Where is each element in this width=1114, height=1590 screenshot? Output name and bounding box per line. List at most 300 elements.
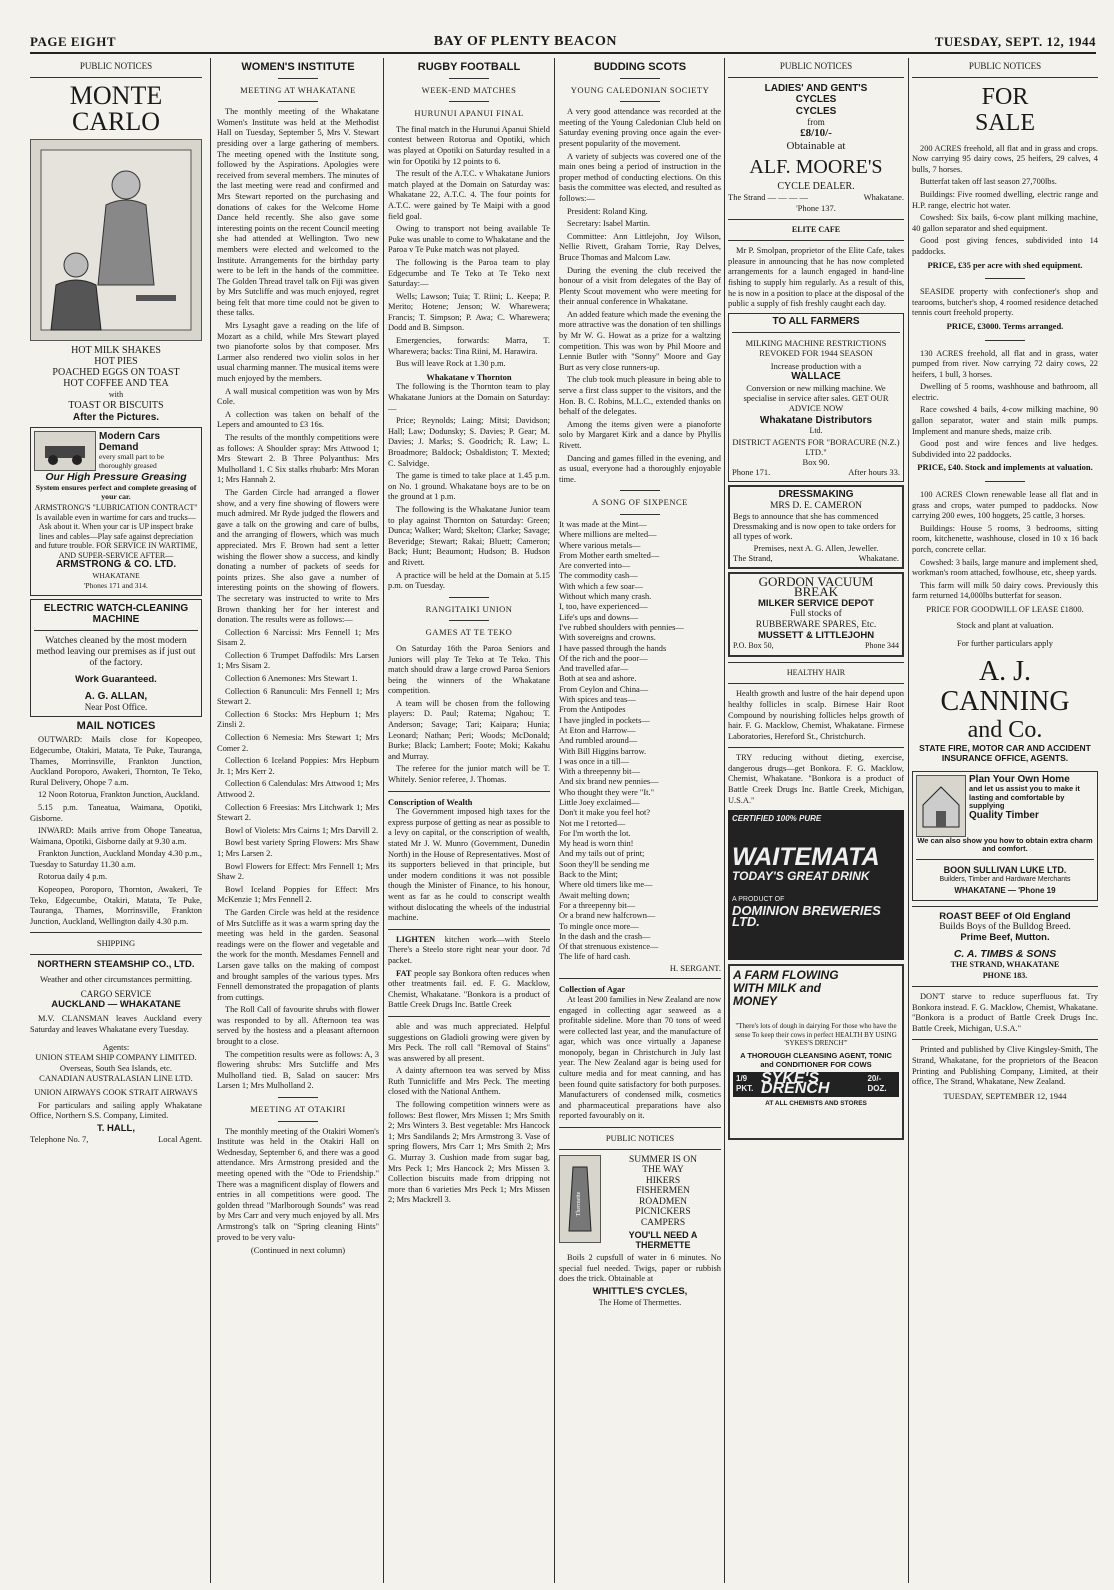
divider (30, 954, 202, 955)
po-phone: Phone 344 (865, 641, 899, 651)
weekend-subheading: WEEK-END MATCHES (421, 84, 517, 95)
meeting-subheading: MEETING AT WHAKATANE (240, 84, 356, 95)
divider (916, 859, 1094, 860)
column-5 (728, 58, 904, 1583)
listing-paragraph: 130 ACRES freehold, all flat and in grass, water pumped from river. Now carrying 72 dairy cows, 22 heifers, 1 bull, 3 horses. (912, 348, 1098, 379)
divider (728, 219, 904, 220)
timbs-name: C. A. TIMBS & SONS (953, 948, 1057, 961)
divider (728, 747, 904, 748)
divider (912, 77, 1098, 78)
divider (30, 932, 202, 933)
poem-line: Where various metals— (559, 540, 641, 550)
price-packet: 1/9 PKT. (736, 1073, 754, 1094)
gordon-vacuum-ad (728, 572, 904, 657)
article-paragraph: A collection was taken on behalf of the Lepers and amounted to £3 16s. (217, 409, 379, 430)
divider (388, 791, 550, 792)
section-heading: PUBLIC NOTICES (968, 61, 1042, 71)
summer-line: PICNICKERS (635, 1207, 691, 1218)
quality-timber: Quality Timber (969, 809, 1039, 821)
listing-paragraph: Good post and wire fences and live hedges. Subdivided into 22 paddocks. (912, 439, 1098, 459)
after-hours: After hours 33. (848, 467, 900, 478)
milker-depot: MILKER SERVICE DEPOT (758, 597, 874, 609)
article-paragraph: Committee: Ann Littlejohn, Joy Wilson, Nellie Rivett, Graham Torrie, Ray Delves, Bruce Thomas and Malcom Law. (559, 231, 721, 262)
boon-phone: WHAKATANE — 'Phone 19 (954, 885, 1056, 895)
article-paragraph: Collection 6 Nemesia: Mrs Stewart 1; Mrs Comer 2. (217, 733, 379, 753)
fat-ad (388, 969, 550, 1011)
telephone-line (30, 1134, 202, 1145)
electric-title: ELECTRIC WATCH-CLEANING MACHINE (43, 602, 189, 625)
cleansing-text: A THOROUGH CLEANSING AGENT, TONIC and CONDITIONER FOR COWS (740, 1050, 892, 1069)
article-paragraph: The results of the monthly competitions were as follows: A Shoulder spray: Mrs Attwood 1; Mrs Stewart 2. B Three Polyanthus: Mrs Mulholland 1. C Six stalks rhubarb: Mrs Moran 1; Mrs Hannah 2. (217, 433, 379, 485)
po-box: P.O. Box 50, (733, 641, 774, 651)
article-paragraph: Mrs Lysaght gave a reading on the life of Mozart as a child, while Mrs Stewart played two pianoforte solos by that composer. Mrs Larmer also rendered two violin solos in her usual charming manner. The musical items were much enjoyed by the members. (217, 321, 379, 384)
thornton-subheading: Whakatane v Thornton (426, 371, 512, 382)
column-3 (388, 58, 550, 1583)
distributors-name: Whakatane Distributors (759, 414, 873, 426)
footer-date: TUESDAY, SEPTEMBER 12, 1944 (943, 1090, 1067, 1101)
divider (732, 332, 900, 333)
agents-label: Agents: (102, 1041, 130, 1052)
article-paragraph: Bus will leave Rock at 1.30 p.m. (396, 359, 506, 369)
divider (728, 240, 904, 241)
poem-line: Of the rich and the poor— (559, 653, 648, 663)
menu-item: HOT COFFEE AND TEA (63, 377, 169, 389)
cameron-name: MRS D. E. CAMERON (769, 500, 863, 511)
article-paragraph: The following is the Whakatane Junior team to play against Thornton on Saturday: Green; Dunca; Walker; Ward; Skelton; Clarke; Savage; Beveridge; Stewart; Rakai; Bluett; Cameron; Back; Hunt; Beaumont; Hudson; B. Hudson and Rivett. (388, 504, 550, 567)
todays-drink: TODAY'S GREAT DRINK (732, 868, 870, 883)
poem-line: And my tails out of print; (559, 849, 645, 859)
cargo-service: CARGO SERVICE (80, 989, 152, 1000)
after-pictures: After the Pictures. (72, 411, 160, 423)
article-paragraph: A dainty afternoon tea was served by Miss Ruth Tunnicliffe and Mrs Peck. The meeting closed with the National Anthem. (388, 1066, 550, 1097)
moore-name: ALF. MOORE'S (749, 155, 883, 178)
column-4 (559, 58, 721, 1583)
article-paragraph: The Government imposed high taxes for the express purpose of getting as near as possible to a levy on capital, or the conscription of wealth, stated Mr J. W. Munro (Government, Dunedin North) in the House of Representatives. Most of its supporters believed in that principle, but under modern conditions it was not possible though the Minister of Finance, to his honour, went as far as he could to conscript wealth without dislocating the wheels of the industrial machine. (388, 807, 550, 923)
divider (30, 77, 202, 78)
poem-line: From Ceylon and China— (559, 684, 649, 694)
poem-line: Back to the Mint; (559, 870, 618, 880)
poem-line: At Eton and Harrow— (559, 725, 636, 735)
menu-item: HOT PIES (94, 355, 138, 367)
gordon-title: GORDON VACUUM (758, 573, 874, 589)
column-divider (724, 58, 725, 1583)
article-paragraph: On Saturday 16th the Paroa Seniors and Juniors will play Te Teko at Te Teko. This match should draw a large crowd Paroa Seniors being the winners of the Whakatane competition. (388, 643, 550, 696)
price-line: PRICE, £35 per acre with shed equipment. (927, 259, 1083, 270)
elite-heading: ELITE CAFE (791, 224, 841, 234)
article-paragraph: The result of the A.T.C. v Whakatane Juniors match played at the Domain on Saturday was: Whakatane 22, A.T.C. 4. The four points for A.T.C. were gained by Te Maipi with a good field goal. (388, 169, 550, 221)
column-divider (554, 58, 555, 1583)
article-paragraph: The final match in the Hurunui Apanui Shield contest between Rotorua and Opotiki, which was played at Opotiki on Saturday resulted in a win for Opotiki by 12 points to 6. (388, 124, 550, 166)
article-paragraph: Emergencies, forwards: Marra, T. Wharewera; backs: Tina Riini, M. Harawira. (388, 336, 550, 356)
armstrong-phone: 'Phones 171 and 314. (84, 581, 148, 591)
listing-paragraph: Cowshed: 3 bails, large manure and implement shed, workman's room attached, fowlhouse, etc, sheep yards. (912, 557, 1098, 578)
poem-line: With Bill Higgins barrow. (559, 746, 647, 756)
summer-line: HIKERS (645, 1175, 681, 1186)
divider (449, 597, 489, 598)
armstrong-name: ARMSTRONG & CO. LTD. (55, 559, 177, 571)
article-paragraph: During the evening the club received the honour of a visit from delegates of the Bay of Plenty Scout movement who were meeting for their annual conference in Whakatane. (559, 265, 721, 307)
listing-paragraph: Cowshed: Six bails, 6-cow plant milking machine, 40 gallon separator and shed equipment. (912, 213, 1098, 233)
canadian-line: CANADIAN AUSTRALASIAN LINE LTD. (39, 1073, 193, 1084)
dress-strand-line (733, 553, 899, 564)
masthead-rule (30, 52, 1096, 54)
weather-note: Weather and other circumstances permitting. (39, 973, 193, 984)
house-icon (916, 775, 966, 837)
article-paragraph: The referee for the junior match will be T. Whitely. Senior referee, J. Thomas. (388, 764, 550, 785)
listing-paragraph: Good post giving fences, subdivided into 14 paddocks. (912, 236, 1098, 256)
sykes-banner (733, 1069, 899, 1098)
fat-title: FAT (396, 968, 412, 978)
article-paragraph: A practice will be held at the Domain at 5.15 p.m. on Tuesday. (388, 570, 550, 591)
poem-line: I have jingled in pockets— (559, 715, 650, 725)
article-paragraph: The monthly meeting of the Otakiri Women's Institute was held in the Otakiri Hall on Wednesday, September 6, and there was a good attendance. Mrs Armstrong presided and the meeting opened with the "Ode to Friendship." There was a magnificent display of flowers and entries in all competitions were good. The golden thread "Marlborough Sounds" was read by Mrs Carr and very much enjoyed by all. Mrs Armstrong's talk on "Spring cleaning Hints" proved to be very valu- (217, 1126, 379, 1242)
phone-number: Phone 171. (732, 467, 771, 478)
moore-phone: 'Phone 137. (796, 203, 836, 214)
union-company: UNION STEAM SHIP COMPANY LIMITED. (35, 1052, 197, 1063)
divider (449, 78, 489, 79)
poem-line: From the Antipodes (559, 705, 626, 715)
caledonian-subheading: YOUNG CALEDONIAN SOCIETY (570, 84, 710, 95)
divider (728, 662, 904, 663)
divider (278, 78, 318, 79)
article-paragraph: Price; Reynolds; Laing; Mitsi; Davidson; Hall; Law; Dodunsky; S. Davies; P. Gear; M. Davies; J. Marks; S. Goodrich; R. Law; L. Broadmore; Baldock; Osbaldiston; T. Mexted; C. Salvidge. (388, 416, 550, 468)
hall-name: T. HALL, (97, 1122, 135, 1134)
poem-line: And rumbled around— (559, 736, 638, 746)
dressmaking-text: Begs to announce that she has commenced Dressmaking and is now open to take orders for all types of work. (733, 511, 896, 542)
rubberware: RUBBERWARE SPARES, Etc. (755, 619, 877, 630)
te-teko-subheading: GAMES AT TE TEKO (425, 627, 513, 638)
conscription-title: Conscription of Wealth (388, 796, 473, 807)
song-title: A SONG OF SIXPENCE (592, 497, 688, 508)
price-line: PRICE, £3000. Terms arranged. (946, 320, 1064, 331)
article-paragraph: President: Roland King. (567, 206, 648, 216)
article-paragraph: The following is the Thornton team to play Whakatane Juniors at the Domain on Saturday:— (388, 382, 550, 413)
article-paragraph: Collection 6 Ranunculi: Mrs Fennell 1; Mrs Stewart 2. (217, 686, 379, 707)
armstrong-text: ARMSTRONG'S "LUBRICATION CONTRACT" Is available even in wartime for cars and trucks—Ask about it. When your car is UP inspect brake lines and cables—Play safe against depreciation and future trouble. FOR SERVICE IN WARTIME, AND SUPER-SERVICE AFTER— (34, 503, 198, 560)
healthy-hair-heading: HEALTHY HAIR (786, 667, 846, 677)
issue-date: TUESDAY, SEPT. 12, 1944 (934, 34, 1096, 49)
final-subheading: HURUNUI APANUI FINAL (414, 108, 524, 119)
mail-paragraph: Frankton Junction, Auckland Monday 4.30 p.m., Tuesday to Saturday 11.30 a.m. (30, 849, 202, 869)
for-title: FOR (981, 83, 1029, 110)
summer-line: THE WAY (642, 1165, 684, 1176)
airways: UNION AIRWAYS COOK STRAIT AIRWAYS (34, 1086, 198, 1097)
watches-text: Watches cleaned by the most modern method leaving our premises as if just out of the factory. (36, 635, 196, 668)
divider (728, 683, 904, 684)
lighten-ad (388, 935, 550, 967)
overseas-note: Overseas, South Sea Islands, etc. (59, 1062, 173, 1073)
farm-slogan: A FARM FLOWING WITH MILK and MONEY (733, 968, 839, 1009)
dont-text: DON'T starve to reduce superfluous fat. Try Bonkora instead. F. G. Macklow, Chemist, Whakatane. "Bonkora is a product of Battle Creek Drugs Inc. Battle Creek, Michigan, U.S.A." (912, 992, 1098, 1033)
pressure-title: Our High Pressure Greasing (45, 471, 187, 484)
poem-line: Where millions are melted— (559, 530, 657, 540)
article-paragraph: The club took much pleasure in being able to serve a first class supper to the visitors, and the Hon. B. C. Robins, M.L.C., extended thanks on behalf of the delegates. (559, 375, 721, 417)
milking-restrictions: MILKING MACHINE RESTRICTIONS REVOKED FOR 1944 SEASON (745, 338, 887, 359)
poem-line: Both at sea and ashore. (559, 674, 637, 684)
column-divider (908, 58, 909, 1583)
hair-text: Health growth and lustre of the hair depend upon healthy follicles in scalp. Birnese Hair Root Compound by nourishing follicles helps growth of hair. F. G. Macklow, Chemist, Whakatane. Firmese Laboratories, Hereford St., Christchurch. (728, 689, 904, 741)
strand-line (728, 192, 904, 203)
divider (559, 978, 721, 979)
article-paragraph: The Roll Call of favourite shrubs with flower was responded to by all. Afternoon tea was served by the hostess and a pleasant afternoon brought to a close. (217, 1005, 379, 1047)
work-guaranteed: Work Guaranteed. (75, 673, 157, 685)
menu-item: with (108, 389, 124, 399)
article-paragraph: The Garden Circle was held at the residence of Mrs Sutcliffe as it was a warm spring day the meeting was held in the garden. Seasonal readings were on the flower and vegetable and the work for the month. Mesdames Fennell and Larsen gave talks on the making of compost and brought samples of the various types. Mrs Fennell demonstrated the propagation of plants from cuttings. (217, 907, 379, 1002)
whittle-sub: The Home of Thermettes. (598, 1297, 682, 1307)
insurance-agents: STATE FIRE, MOTOR CAR AND ACCIDENT INSURANCE OFFICE, AGENTS. (919, 742, 1091, 763)
womens-institute-heading: WOMEN'S INSTITUTE (241, 61, 355, 73)
from-label: from (807, 117, 825, 128)
article-paragraph: Collection 6 Trumpet Daffodils: Mrs Larsen 1; Mrs Sisam 2. (217, 650, 379, 671)
cycles-line: LADIES' AND GENT'S (764, 82, 868, 94)
sykes-brand: SYKE'S DRENCH (760, 1069, 830, 1098)
divider (559, 1149, 721, 1150)
column-divider (210, 58, 211, 1583)
local-agent: Local Agent. (158, 1134, 202, 1145)
article-paragraph: A very good attendance was recorded at the meeting of the Young Caledonian Club held on Saturday evening proving once again the ever-present popularity of the movement. (559, 107, 721, 148)
poem-line: Soon they'll be sending me (559, 859, 650, 869)
poem-line: The commodity cash— (559, 571, 638, 581)
article-paragraph: Bowl of Violets: Mrs Cairns 1; Mrs Darvill 2. (225, 825, 379, 835)
poem-line: Don't it make you feel hot? (559, 808, 651, 818)
and-co: and Co. (967, 716, 1043, 743)
poem-line: Are converted into— (559, 561, 631, 571)
mail-heading: MAIL NOTICES (76, 719, 156, 732)
poem-line: In the dash and the crash— (559, 931, 651, 941)
mail-paragraph: 5.15 p.m. Taneatua, Waimana, Opotiki, Gisborne. (30, 802, 202, 823)
menu-item: POACHED EGGS ON TOAST (52, 366, 180, 378)
column-6 (912, 58, 1098, 1583)
article-paragraph: Bowl best variety Spring Flowers: Mrs Shaw 1; Mrs Larsen 2. (217, 838, 379, 858)
menu-list (30, 345, 202, 411)
divider (620, 490, 660, 491)
poem-line: I have passed through the hands (559, 643, 667, 653)
full-stocks: Full stocks of (790, 608, 842, 619)
listing-paragraph: Race cowshed 4 bails, 4-cow milking machine, 90 gallon separator, water and stain milk pumps. Implement and manure sheds, maize crib. (912, 405, 1098, 436)
column-divider (383, 58, 384, 1583)
premises: Premises, next A. G. Allen, Jeweller. (753, 543, 879, 554)
cycle-price: £8/10/- (800, 126, 832, 139)
lighten-title: LIGHTEN (396, 934, 436, 944)
timbs-address: THE STRAND, WHAKATANE (950, 959, 1060, 969)
stock-note: Stock and plant at valuation. (956, 619, 1054, 630)
northern-steamship: NORTHERN STEAMSHIP CO., LTD. (37, 959, 195, 971)
builders-text: Builders, Timber and Hardware Merchants (939, 876, 1071, 884)
dress-town: Whakatane. (858, 553, 899, 564)
shipping-heading: SHIPPING (96, 938, 136, 949)
poem-line: Little Joey exclaimed— (559, 797, 640, 807)
phone-line (732, 467, 900, 478)
cycles-line: CYCLES (795, 94, 837, 106)
price-dozen: 20/- DOZ. (867, 1073, 887, 1094)
listing-paragraph: Buildings: House 5 rooms, 3 bedrooms, sitting room, kitchenette, washhouse, closed in 10 x 16 back porch, concrete cellar. (912, 523, 1098, 554)
cargo-route: AUCKLAND — WHAKATANE (51, 998, 181, 1010)
article-paragraph: Owing to transport not being available Te Puke was unable to come to Whakatane and the Paroa v Te Puke match was not played. (388, 224, 550, 255)
column-1 (30, 58, 202, 1583)
waitemata-ad (728, 810, 904, 960)
otakiri-subheading: MEETING AT OTAKIRI (250, 1104, 346, 1115)
divider (985, 278, 1025, 279)
article-paragraph: Collection 6 Calendulas: Mrs Attwood 1; Mrs Attwood 2. (217, 779, 379, 799)
cycle-dealer: CYCLE DEALER. (777, 180, 855, 192)
divider (278, 1121, 318, 1122)
poem-line: Await melting down; (559, 890, 630, 900)
dough-text: "There's lots of dough in dairying For those who have the sense To keep their cows in perfect HEALTH BY USING 'SYKES'S DRENCH'" (735, 1022, 897, 1048)
cars-title: Modern Cars Demand (99, 431, 161, 454)
poem-line: From Mother earth smelted— (559, 550, 660, 560)
section-heading: PUBLIC NOTICES (779, 61, 853, 71)
monte-carlo-title: MONTE CARLO (69, 80, 163, 136)
article-paragraph: At least 200 families in New Zealand are now engaged in collecting agar seaweed as a profitable sideline. More than 70 tons of weed were collected last year, and the manufacture of agar, which was once virtually a Japanese monopoly, began in Christchurch in July last year. The New Zealand agar is being used for culture media and for meat canning, and has been found quite satisfactory for both purposes. Manufacturers of condensed milk, cosmetics and pharmaceutical preparations have also reported favourably on it. (559, 994, 721, 1121)
try-text: TRY reducing without dieting, exercise, dangerous drugs—get Bonkora. F. G. Macklow, Chemist, Whakatane. "Bonkora is a product of Battle Creek Drugs Inc. Battle Creek, Michigan, U.S.A." (728, 753, 904, 805)
divider (912, 986, 1098, 987)
divider (985, 481, 1025, 482)
article-paragraph: The monthly meeting of the Whakatane Women's Institute was held at the Methodist Hall on Tuesday, September 5, Mrs V. Stewart presiding over a large gathering of members. The meeting opened with the Institute song, followed by the Aspirations. Apologies were received from several members. The minutes of the last meeting were read and confirmed and Mrs Stewart reported on the purchasing and donations of cakes for the Welcome Home Dance held recently. She also gave some interesting points on the recent Council meeting she had attended at Wellington. Two new members were elected and welcomed to the Institute. Arrangements for the birthday party were to be left in the hands of the committee. The Golden Thread travel talk on Fiji was given by Mrs Sutcliffe and was much enjoyed, regret being felt that more time could not be given to these talks. (217, 107, 379, 318)
divider (912, 1039, 1098, 1040)
article-paragraph: Secretary: Isabel Martin. (567, 219, 651, 229)
elite-text: Mr P. Smolpan, proprietor of the Elite Cafe, takes pleasure in announcing that he has now completed arrangements for a launch engaged in hand-line fishing to supply him regularly. As a result of this, he is now in a position to place at the disposal of the public a supply of fish freshly caught each day. (728, 246, 904, 309)
plan-sub: and let us assist you to make it lasting and comfortable by supplying (969, 784, 1080, 811)
increase-text: Increase production with a (770, 361, 862, 372)
sale-title: SALE (975, 109, 1035, 136)
whittle-name: WHITTLE'S CYCLES, (592, 1285, 688, 1297)
poem-line: I, too, have experienced— (559, 602, 648, 612)
armstrong-place: WHAKATANE (92, 570, 140, 580)
cars-sub: every small part to be thoroughly greased (99, 452, 164, 470)
poem-line: With sovereigns and crowns. (559, 633, 656, 643)
divider (620, 101, 660, 102)
article-paragraph: Bowl Flowers for Effect: Mrs Fennell 1; Mrs Shaw 2. (217, 861, 379, 882)
car-icon (34, 431, 96, 471)
watch-cleaning-ad (30, 599, 202, 717)
article-paragraph: A variety of subjects was covered one of the main ones being a period of instruction in the proper method of conducting elections. On this basis the committee was elected, and resulted as follows:— (559, 151, 721, 203)
poem-line: And travelled afar— (559, 664, 629, 674)
budding-scots-heading: BUDDING SCOTS (593, 61, 687, 73)
article-paragraph: Collection 6 Freesias: Mrs Litchwark 1; Mrs Stewart 2. (217, 802, 379, 823)
mail-paragraph: Rotorua daily 4 p.m. (38, 872, 108, 882)
further-particulars: For further particulars apply (956, 638, 1054, 649)
summer-line: ROADMEN (638, 1196, 688, 1207)
summer-line: CAMPERS (640, 1217, 686, 1228)
poem-line: Of that strenuous existence— (559, 942, 659, 952)
mail-paragraph: OUTWARD: Mails close for Kopeopeo, Edgecumbe, Otakiri, Matata, Te Puke, Tauranga, Thames, Morrinsville, Frankton Junction, Auckland Poroporo, Awakeri, Thornton, Te Teko, Rural Delivery, Ohope 7 a.m. (30, 735, 202, 787)
dress-strand: The Strand, (733, 553, 773, 564)
chemists-note: AT ALL CHEMISTS AND STORES (765, 1099, 867, 1107)
distributors-ltd: Ltd. (809, 426, 823, 436)
mail-paragraph: Kopeopeo, Poroporo, Thornton, Awakeri, Te Teko, Edgecumbe, Otakiri, Matata, Te Puke, Tauranga, Thames, Morrinsville, Frankton Junction, Auckland, Wellington daily 4.30 p.m. (30, 885, 202, 926)
public-notices-heading: PUBLIC NOTICES (605, 1133, 675, 1144)
cycles-line: CYCLES (795, 105, 837, 117)
article-paragraph: The game is timed to take place at 1.45 p.m. on No. 1 ground. Whakatane boys are to be on the ground at 1 p.m. (388, 471, 550, 502)
telephone: Telephone No. 7, (30, 1134, 89, 1145)
article-paragraph: An added feature which made the evening the more attractive was the donation of ten shillings by Mr W. G. Howat as a prize for a waltzing competition. This was won by Phil Moore and Lennie Butler with "Sonny" Moore and Gay Burt as very close runners-up. (559, 309, 721, 372)
poem-line: Who thought they were "It." (559, 787, 654, 797)
dressmaking-title: DRESSMAKING (778, 488, 854, 500)
summer-line: FISHERMEN (636, 1186, 690, 1197)
need-thermette: YOU'LL NEED A THERMETTE (628, 1230, 698, 1251)
listing-paragraph: 100 ACRES Clown renewable lease all flat and in grass and crops, water pumped to paddocks. Now carrying 200 ewes, 100 hoggets, 25 cattle, 3 horses. (912, 490, 1098, 521)
divider (278, 101, 318, 102)
poem-line: To mingle once more— (559, 921, 639, 931)
thermette-ad (559, 1155, 721, 1251)
thermette-icon (559, 1155, 601, 1243)
article-paragraph: A wall musical competition was won by Mrs Cole. (217, 386, 379, 407)
timber-ad (912, 771, 1098, 901)
article-paragraph: The following is the Paroa team to play Edgecumbe and Te Teko at Te Teko next Saturday:— (388, 257, 550, 289)
divider (559, 1127, 721, 1128)
rangitaiki-subheading: RANGITAIKI UNION (425, 603, 513, 614)
poem-line: With spices and teas— (559, 695, 636, 705)
poem-line: The life of hard cash. (559, 952, 631, 962)
menu-item: TOAST OR BISCUITS (68, 399, 164, 411)
divider (388, 929, 550, 930)
printed-text: Printed and published by Clive Kingsley-Smith, The Strand, Whakatane, for the proprietors of the Beacon Printing and Publishing Company, Limited, at their office, The Strand, Whakatane, New Zealand. (912, 1045, 1098, 1087)
price-line: PRICE FOR GOODWILL OF LEASE £1800. (926, 603, 1084, 614)
canning-name: A. J. CANNING (940, 655, 1070, 717)
prime-beef: Prime Beef, Mutton. (960, 931, 1050, 943)
product-of: A PRODUCT OF (732, 896, 785, 904)
wallace-ad (728, 313, 904, 482)
waitemata-brand: WAITEMATA (732, 842, 880, 871)
poem-line: Or a brand new halfcrown— (559, 911, 656, 921)
cafe-illustration (30, 139, 202, 341)
section-heading: PUBLIC NOTICES (79, 61, 153, 71)
article-paragraph: The following competition winners were as follows: Best flower, Mrs Missen 1; Mrs Smith 2; Mrs Winters 3. Best vegetable: Mrs Hancock 1; Mrs Sandilands 2; Mrs Armstrong 3. Vase of spring flowers, Mrs Carr 1; Mrs Smith 2; Mrs G. Murray 3. Cushion made from sugar bag, Mrs Peck 1; Mrs Hancock 2; Mrs Missen 3. Collection biscuits made from dripping not more than 6 varieties Mrs Peck 1; Mrs Missen 2; Mrs Mackrell 3. (388, 1100, 550, 1205)
poem-author: H. SERGANT. (669, 962, 721, 973)
strand-left: The Strand — — — — (728, 192, 809, 203)
continued-note: (Continued in next column) (250, 1245, 346, 1256)
listing-paragraph: Butterfat taken off last season 27,700lbs. (920, 177, 1057, 187)
divider (985, 340, 1025, 341)
divider (388, 1016, 550, 1017)
poem (559, 520, 721, 963)
cafe-patrons-image (36, 145, 196, 335)
dominion-breweries: DOMINION BREWERIES LTD. (732, 903, 881, 929)
article-paragraph: Collection 6 Iceland Poppies: Mrs Hepburn Jr. 1; Mrs Kerr 2. (217, 756, 379, 776)
poem-line: And six brand new pennies— (559, 777, 659, 787)
pressure-sub: System ensures perfect and complete greasing of your car. (35, 483, 197, 502)
divider (620, 514, 660, 515)
dressmaking-ad (728, 485, 904, 569)
allan-name: A. G. ALLAN, (84, 690, 148, 702)
boon-name: BOON SULLIVAN LUKE LTD. (943, 864, 1067, 875)
masthead (30, 30, 1096, 50)
box-number: Box 90. (802, 456, 830, 467)
poem-line: With a threepenny bit— (559, 767, 640, 777)
timbs-phone: PHONE 183. (982, 970, 1028, 980)
particulars: For particulars and sailing apply Whakatane Office, Northern S.S. Company, Limited. (30, 1100, 202, 1121)
divider (34, 630, 198, 631)
article-paragraph: Wells; Lawson; Tuia; T. Riini; L. Keepa; P. Merito; Hotene; Jenson; W. Wharewera; Francis; T. Simpson; P. Awa; C. Wharewera; Dodd and B. Simpson. (388, 291, 550, 333)
fat-text: people say Bonkora often reduces when other treatments fail. ed. F. G. Macklow, Chemist, Whakatane. "Bonkora is a product of Battle Creek Drugs Inc. Battle Creek (388, 968, 550, 1010)
sykes-drench-ad (728, 964, 904, 1140)
page-number: PAGE EIGHT (30, 34, 117, 49)
poem-line: With which a few soar— (559, 581, 643, 591)
poem-line: Not me I retorted— (559, 818, 626, 828)
wallace-name: WALLACE (791, 371, 841, 382)
column-2 (217, 58, 379, 1583)
break-title: BREAK (793, 584, 839, 600)
lighten-text: kitchen work—with Steelo There's a Steelo store right near your door. 7d packet. (388, 934, 550, 965)
mail-paragraph: INWARD: Mails arrive from Ohope Taneatua, Waimana, Opotiki, Gisborne daily at 9.30 a.m. (30, 826, 202, 846)
plan-title: Plan Your Own Home (969, 773, 1070, 785)
poem-line: I've rubbed shoulders with pennies— (559, 622, 684, 632)
agar-title: Collection of Agar (559, 984, 626, 995)
poem-line: I was once in a till— (559, 756, 630, 766)
certified-label: CERTIFIED 100% PURE (732, 814, 822, 824)
boils-text: Boils 2 cupsfull of water in 6 minutes. No special fuel needed. Twigs, paper or rubbish does the trick. Obtainable at (559, 1253, 721, 1284)
poem-line: Life's ups and downs— (559, 612, 638, 622)
